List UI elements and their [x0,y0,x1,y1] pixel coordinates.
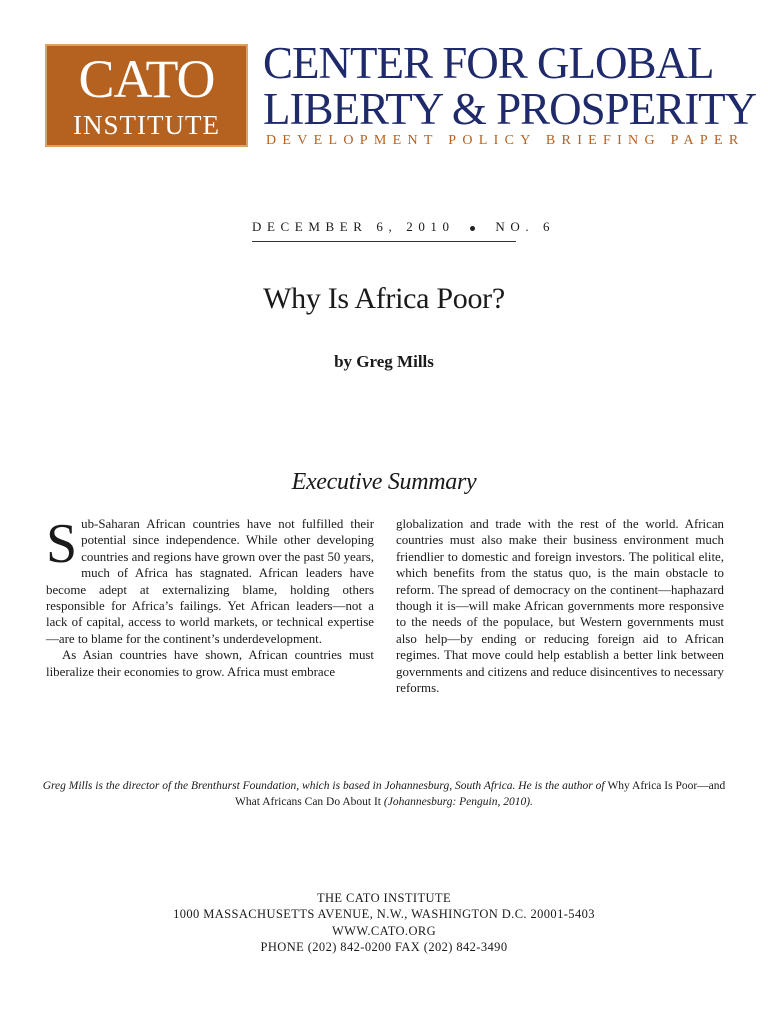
center-title-line1: CENTER FOR GLOBAL [263,38,714,88]
summary-column-right [396,516,724,696]
summary-text: ub-Saharan African countries have not fulfilled their potential since independence. While other developing countries and regions have grown over the past 50 years, much of Africa has stagnated. African leaders have become adept at externalizing blame, holding others responsible for Africa’s failings. Yet African leaders—not a lack of capital, access to world markets, or technical expertise—are to blame for the continent’s underdevelopment. [46,517,374,646]
footer-address: 1000 MASSACHUSETTS AVENUE, N.W., WASHINGTON D.C. 20001-5403 [173,907,595,922]
bullet-icon [470,226,475,231]
issue-number: NO. 6 [495,219,556,234]
cato-logo [45,44,248,147]
summary-paragraph [46,513,374,647]
drop-cap: S [46,513,78,575]
author-bio [40,778,728,810]
bio-publisher: (Johannesburg: Penguin, 2010). [381,796,533,808]
footer-phone: PHONE (202) 842-0200 FAX (202) 842-3490 [260,940,508,955]
center-title [263,38,757,134]
footer-contact [0,890,768,956]
logo-text-institute: INSTITUTE [73,110,220,140]
logo-text-cato: CATO [78,49,215,109]
byline: by Greg Mills [334,352,434,371]
summary-paragraph: globalization and trade with the rest of the world. African countries must also make their business environment much friendlier to domestic and foreign investors. The political elite, which benefits from the status quo, is the main obstacle to reform. The spread of democracy on the continent—haphazard though it is—will make African governments more responsive to the needs of the populace, but Western governments must also help—by ending or reducing foreign aid to African regimes. That move could help establish a better link between governments and citizens and reduce disincentives to necessary reforms. [396,517,724,696]
center-title-line2: LIBERTY & PROSPERITY [263,84,757,134]
footer-org: THE CATO INSTITUTE [316,891,452,905]
bio-text: Greg Mills is the director of the Brenthurst Foundation, which is based in Johannesburg, South Africa. He is the author of [42,780,608,792]
paper-title: Why Is Africa Poor? [263,282,505,315]
footer-website: WWW.CATO.ORG [331,923,437,938]
issue-date: DECEMBER 6, 2010 [252,219,455,234]
dateline [252,219,556,242]
section-heading: Executive Summary [291,469,477,495]
book-title: Why Africa Is Poor—and What Africans Can Do About It [235,780,726,808]
summary-paragraph: As Asian countries have shown, African countries must liberalize their economies to grow. Africa must embrace [46,648,374,679]
series-subtitle: DEVELOPMENT POLICY BRIEFING PAPER [266,133,745,148]
summary-column-left [46,513,374,680]
